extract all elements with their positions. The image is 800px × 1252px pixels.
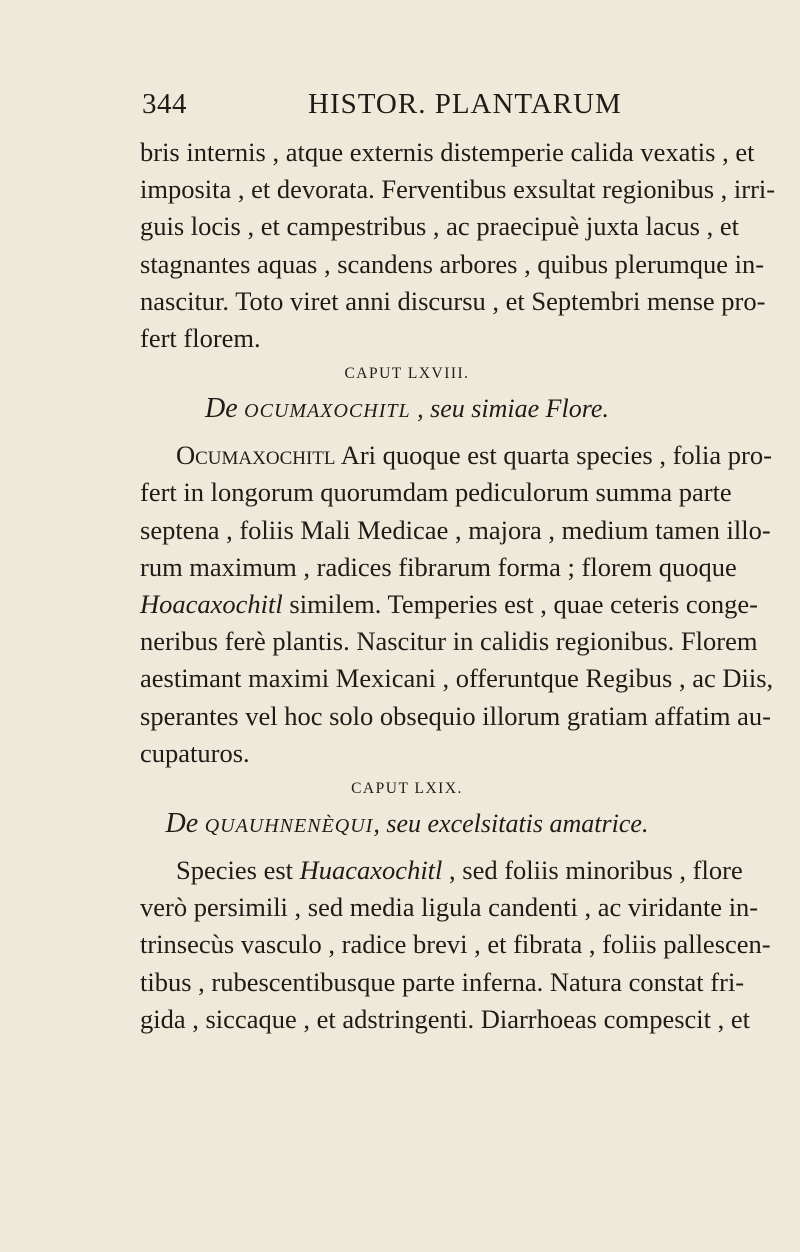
page-header	[142, 88, 662, 124]
text-line: aestimant maximi Mexicani , offeruntque Regibus , ac Diis,	[140, 663, 774, 694]
text-line: cupaturos.	[140, 737, 250, 768]
chapter-paragraph	[140, 437, 774, 772]
italic-plant-name: Hoacaxochitl	[140, 589, 283, 620]
title-de: De	[165, 808, 199, 840]
text-line: imposita , et devorata. Ferventibus exsultat regionibus , irri-	[140, 174, 776, 205]
chapter-title	[140, 804, 674, 846]
text-line: bris internis , atque externis distemperie calida vexatis , et	[140, 137, 755, 167]
title-plant-name: OCUMAXOCHITL	[244, 400, 411, 423]
line-start: Species est	[176, 855, 294, 886]
text-line: rum maximum , radices fibrarum forma ; florem quoque	[140, 551, 737, 582]
text-line	[140, 852, 743, 889]
title-rest: , seu simiae Flore.	[417, 394, 609, 424]
text-line: fert in longorum quorumdam pediculorum summa parte	[140, 477, 732, 508]
text-line: fert florem.	[140, 323, 261, 354]
text-line: septena , foliis Mali Medicae , majora , medium tamen illo-	[140, 514, 771, 545]
text-line	[140, 437, 772, 474]
text-line: gida , siccaque , et adstringenti. Diarrhoeas compescit , et	[140, 1003, 751, 1034]
text-line: neribus ferè plantis. Nascitur in calidis regionibus. Florem	[140, 626, 758, 657]
chapter-paragraph	[140, 852, 771, 1038]
text-line: guis locis , et campestribus , ac praecipuè juxta lacus , et	[140, 211, 739, 242]
text-line: tibus , rubescentibusque parte inferna. Natura constat fri-	[140, 966, 745, 997]
chapter-heading: CAPUT LXVIII.	[344, 365, 470, 383]
chapter-title	[140, 389, 674, 431]
title-rest: , seu excelsitatis amatrice.	[373, 809, 649, 839]
text-line: sperantes vel hoc solo obsequio illorum gratiam affatim au-	[140, 700, 771, 731]
page-body	[140, 134, 776, 1038]
italic-plant-name: Huacaxochitl	[299, 855, 443, 886]
line-rest: Ari quoque est quarta species , folia pro-	[340, 440, 772, 471]
line-rest: similem. Temperies est , quae ceteris conge-	[289, 589, 758, 620]
title-de: De	[205, 393, 238, 425]
page-number: 344	[142, 88, 187, 120]
text-line: verò persimili , sed media ligula candenti , ac viridante in-	[140, 892, 759, 923]
text-line: stagnantes aquas , scandens arbores , quibus plerumque in-	[140, 248, 765, 279]
running-head: HISTOR. PLANTARUM	[308, 88, 622, 120]
text-line: nascitur. Toto viret anni discursu , et Septembri mense pro-	[140, 285, 766, 316]
continuation-paragraph	[140, 134, 776, 357]
text-line	[140, 586, 758, 623]
line-rest: , sed foliis minoribus , flore	[449, 855, 743, 886]
title-plant-name: QUAUHNENÈQUI	[204, 815, 374, 838]
chapter-heading: CAPUT LXIX.	[351, 780, 463, 798]
lead-word: Ocumaxochitl	[176, 440, 336, 471]
text-line: trinsecùs vasculo , radice brevi , et fibrata , foliis pallescen-	[140, 929, 771, 960]
